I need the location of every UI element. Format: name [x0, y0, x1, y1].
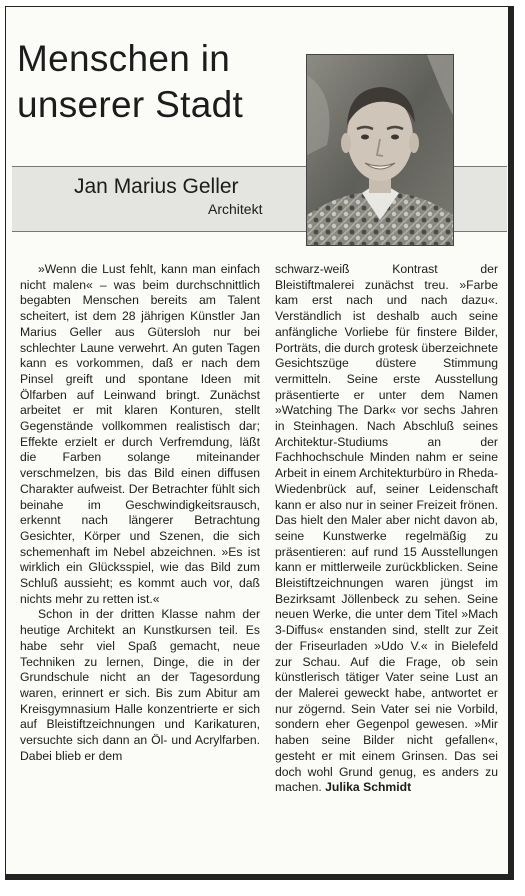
- paragraph: [275, 262, 498, 796]
- paragraph-text: schwarz-weiß Kontrast der Bleistiftmalerei zunächst treu. »Farbe kam erst nach und nach dazu«. Verständlich ist deshalb auch seine anfängliche Vorliebe für finstere Bilder, Porträts, die durch grotesk überzeichnete Gesichtszüge düstere Stimmung vermitteln. Seine erste Ausstellung präsentierte er unter dem Namen »Watching The Dark« vor sechs Jahren in Steinhagen. Nach Abschluß seines Architektur-Studiums an der Fachhochschule Minden nahm er seine Arbeit in einem Architekturbüro in Rheda-Wiedenbrück auf, seiner Leidenschaft kann er also nur in seiner Freizeit frönen. Das hielt den Maler aber nicht davon ab, seine Kunstwerke regelmäßig zu präsentieren: auf rund 15 Ausstellungen kann er mittlerweile zurückblicken. Seine Bleistiftzeichnungen waren jüngst im Bezirksamt Jöllenbeck zu sehen. Seine neuen Werke, die unter dem Titel »Mach 3-Diffus« enstanden sind, stellt zur Zeit der Friseurladen »Udo V.« in Bielefeld zur Schau. Auf die Frage, ob sein künstlerisch tätiger Vater seine Lust an der Malerei geweckt habe, antwortet er nur zögernd. Sein Vater sei nie Vorbild, sondern eher Gegenpol gewesen. »Mir haben seine Bilder nicht gefallen«, gesteht er mit einem Grinsen. Das sei doch wohl Grund genug, es anders zu machen.: [275, 262, 498, 795]
- paragraph: »Wenn die Lust fehlt, kann man einfach nicht malen« – was beim durchschnittlich begabten Menschen bereits am Talent scheitert, ist dem 28 jährigen Künstler Jan Marius Geller aus Gütersloh nur bei schlechter Laune verwehrt. An guten Tagen kann es vorkommen, daß er nach dem Pinsel greift und spontane Ideen mit Ölfarben auf Leinwand bringt. Zunächst arbeitet er mit klaren Konturen, stellt Gegenstände vollkommen realistisch dar; Effekte erzielt er durch Verfremdung, läßt die Farben solange miteinander verschmelzen, bis das Bild einen diffusen Charakter aufweist. Der Betrachter fühlt sich beinahe im Geschwindigkeitsrausch, erkennt nach längerer Betrachtung Gesichter, Körper und Szenen, die sich schemenhaft im Nebel abzeichnen. »Es ist wirklich ein Glücksspiel, wie das Bild zum Schluß aussieht; es kommt auch vor, daß nichts mehr zu retten ist.«: [20, 262, 260, 606]
- paragraph: Schon in der dritten Klasse nahm der heutige Architekt an Kunstkursen teil. Es habe sehr viel Spaß gemacht, neue Techniken zu lernen, Dinge, die in der Grundschule nicht an der Tagesordung waren, erinnert er sich. Bis zum Abitur am Kreisgymnasium Halle konzentrierte er sich auf Bleistiftzeichnungen und Karikaturen, versuchte sich dann an Öl- und Acrylfarben. Dabei blieb er dem: [20, 607, 260, 763]
- person-name: Jan Marius Geller: [74, 175, 239, 198]
- headline: [17, 36, 307, 128]
- headline-line-1: Menschen in: [17, 38, 231, 79]
- portrait-photo: [306, 54, 454, 246]
- author-byline: Julika Schmidt: [325, 780, 412, 795]
- article-column-left: [20, 262, 260, 765]
- person-role: Architekt: [208, 201, 263, 217]
- portrait-photo-graphic: [307, 55, 453, 245]
- article-column-right: [275, 262, 498, 796]
- headline-line-2: unserer Stadt: [17, 84, 244, 125]
